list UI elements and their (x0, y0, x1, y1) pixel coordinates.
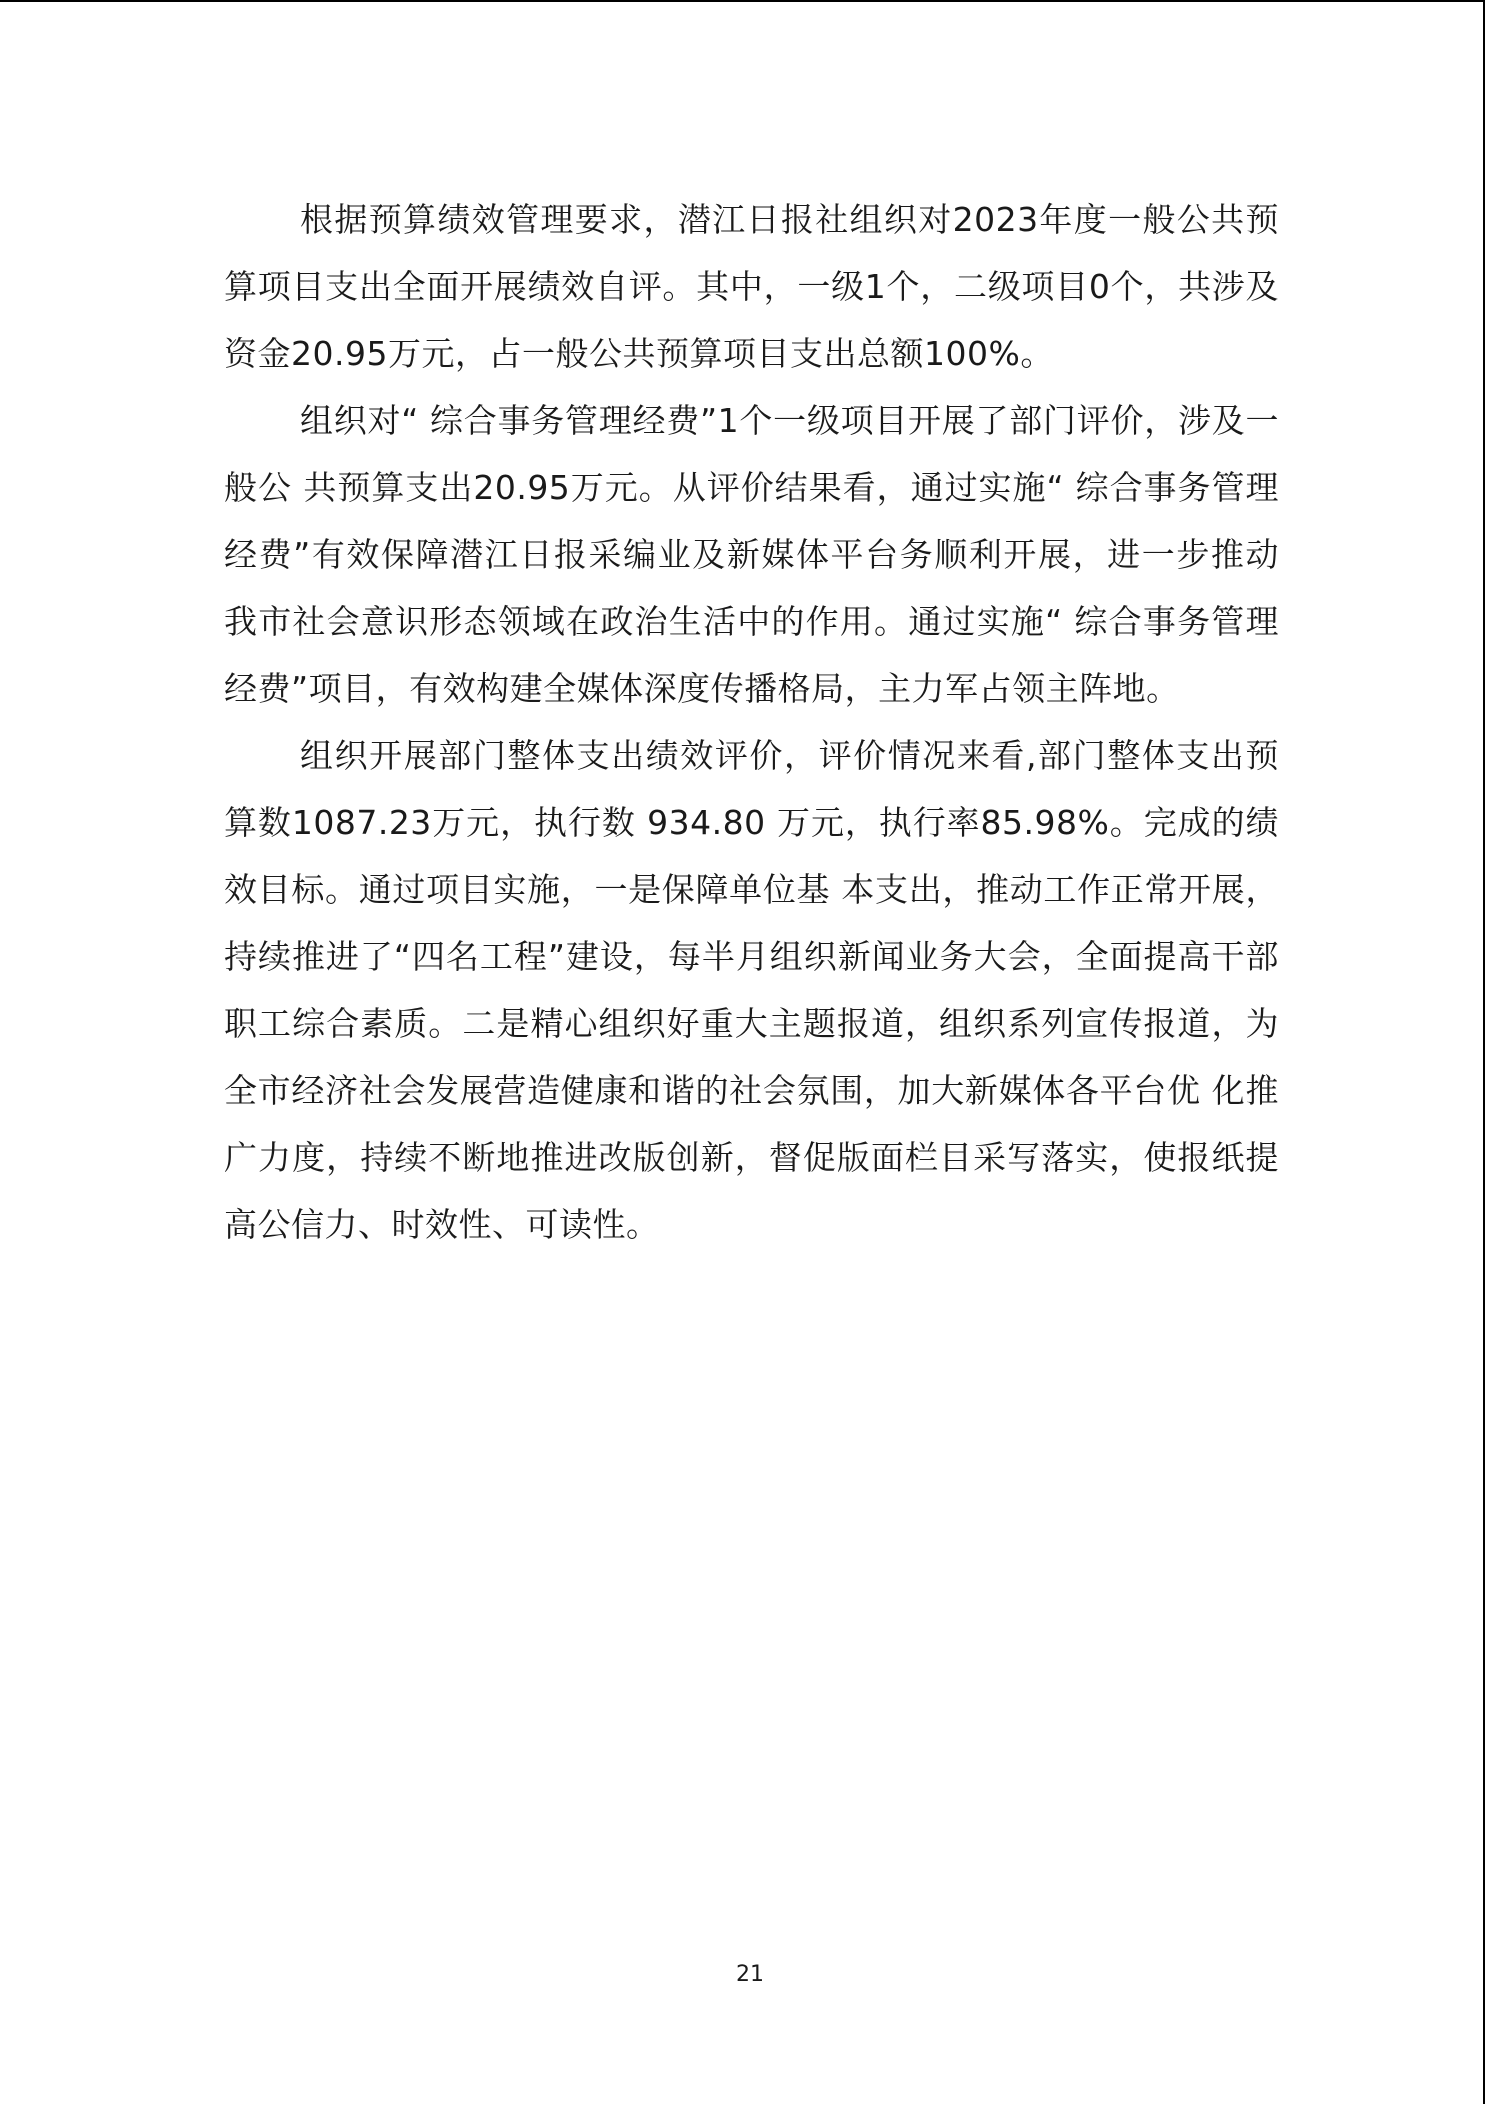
paragraph-department-evaluation: 组织对“ 综合事务管理经费”1个一级项目开展了部门评价，涉及一般公 共预算支出20.95万元。从评价结果看，通过实施“ 综合事务管理经费”有效保障潜江日报采编业及新媒体平台务顺利开展，进一步推动我市社会意识形态领域在政治生活中的作用。通过实施“ 综合事务管理经费”项目，有效构建全媒体深度传播格局，主力军占领主阵地。 (224, 401, 1279, 708)
document-body (224, 186, 1279, 1258)
paragraph-self-evaluation: 根据预算绩效管理要求，潜江日报社组织对2023年度一般公共预算项目支出全面开展绩效自评。其中，一级1个，二级项目0个，共涉及资金20.95万元，占一般公共预算项目支出总额100%。 (224, 200, 1279, 373)
paragraph-overall-expenditure: 组织开展部门整体支出绩效评价，评价情况来看,部门整体支出预算数1087.23万元，执行数 934.80 万元，执行率85.98%。完成的绩效目标。通过项目实施，一是保障单位基 本支出，推动工作正常开展，持续推进了“四名工程”建设，每半月组织新闻业务大会，全面提高干部职工综合素质。二是精心组织好重大主题报道，组织系列宣传报道，为全市经济社会发展营造健康和谐的社会氛围，加大新媒体各平台优 化推广力度，持续不断地推进改版创新，督促版面栏目采写落实，使报纸提高公信力、时效性、可读性。 (224, 736, 1279, 1244)
page-number: 21 (736, 1962, 764, 1987)
